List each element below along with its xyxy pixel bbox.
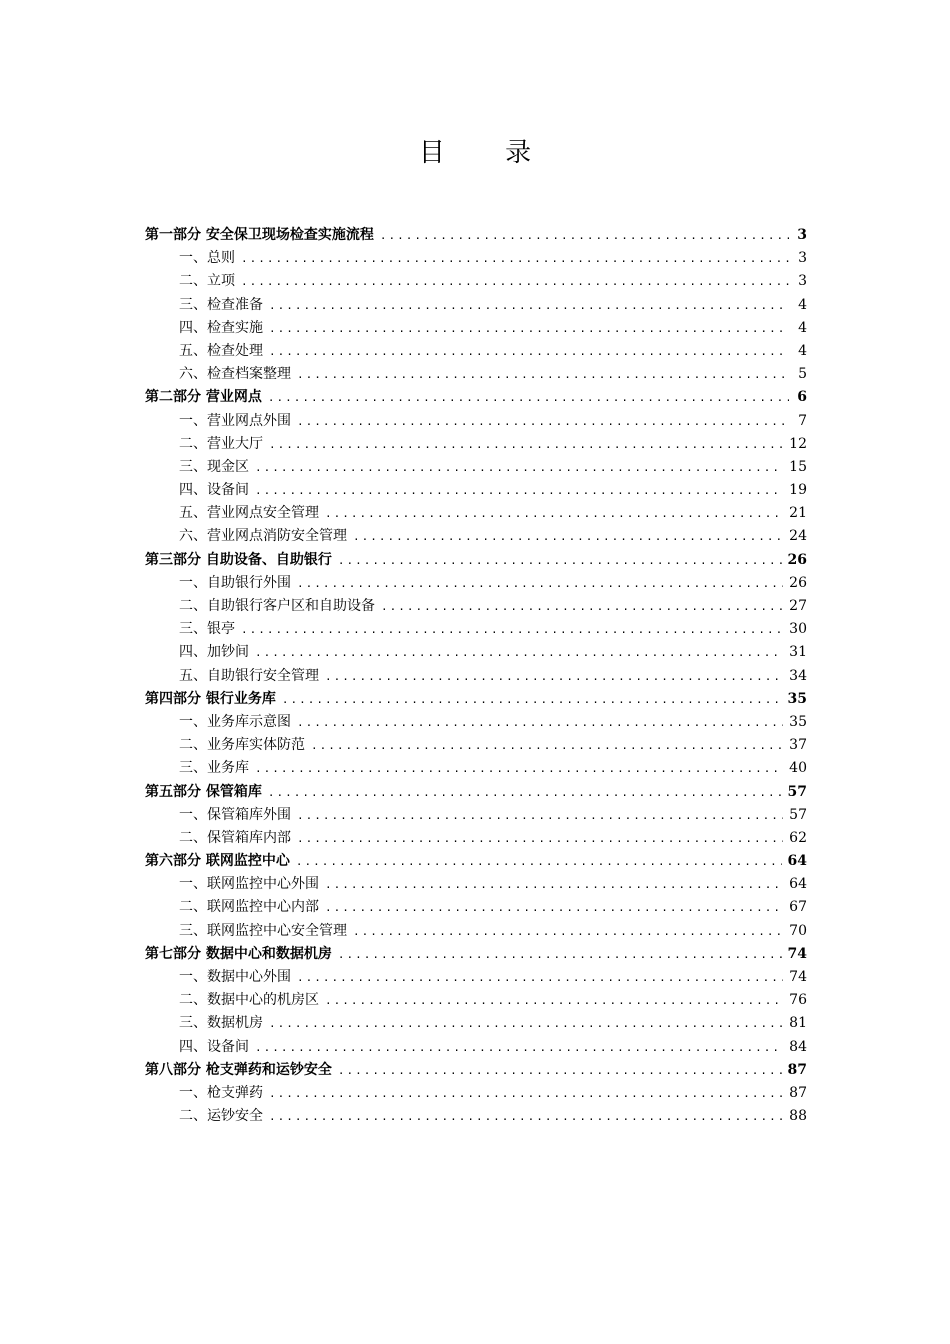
toc-section-entry[interactable]	[145, 340, 807, 363]
toc-dot-leader	[338, 549, 782, 572]
toc-page-number: 87	[789, 1084, 807, 1101]
toc-entry-label: 二、立项	[179, 273, 235, 290]
toc-part-entry[interactable]	[145, 224, 807, 247]
toc-part-entry[interactable]	[145, 850, 807, 873]
toc-part-entry[interactable]	[145, 781, 807, 804]
toc-entry-label: 一、营业网点外围	[179, 412, 291, 429]
toc-entry-label: 六、营业网点消防安全管理	[179, 528, 347, 545]
toc-page-number: 26	[789, 574, 807, 591]
toc-dot-leader	[325, 989, 783, 1012]
toc-entry-label: 五、营业网点安全管理	[179, 505, 319, 522]
toc-dot-leader	[297, 363, 789, 386]
toc-page-number: 88	[789, 1108, 807, 1125]
toc-page-number: 35	[789, 713, 807, 730]
toc-entry-label: 一、联网监控中心外围	[179, 876, 319, 893]
toc-section-entry[interactable]	[145, 595, 807, 618]
toc-entry-label: 第五部分 保管箱库	[145, 783, 262, 800]
toc-section-entry[interactable]	[145, 896, 807, 919]
toc-dot-leader	[241, 270, 789, 293]
page-title: 目 录	[418, 138, 558, 168]
toc-page-number: 87	[787, 1061, 807, 1078]
toc-section-entry[interactable]	[145, 966, 807, 989]
toc-section-entry[interactable]	[145, 920, 807, 943]
toc-page-number: 15	[789, 458, 807, 475]
toc-dot-leader	[338, 1059, 782, 1082]
toc-entry-label: 四、设备间	[179, 482, 249, 499]
toc-page-number: 30	[789, 621, 807, 638]
toc-section-entry[interactable]	[145, 1082, 807, 1105]
toc-entry-label: 四、设备间	[179, 1038, 249, 1055]
toc-page-number: 26	[787, 551, 807, 568]
toc-dot-leader	[325, 896, 783, 919]
toc-part-entry[interactable]	[145, 386, 807, 409]
toc-entry-label: 三、数据机房	[179, 1015, 263, 1032]
toc-section-entry[interactable]	[145, 711, 807, 734]
toc-page-number: 62	[789, 829, 807, 846]
toc-entry-label: 二、自助银行客户区和自助设备	[179, 598, 375, 614]
toc-dot-leader	[255, 456, 783, 479]
toc-dot-leader	[268, 386, 789, 409]
toc-page-number: 57	[787, 783, 807, 800]
toc-dot-leader	[269, 1012, 783, 1035]
toc-page-number: 19	[789, 482, 807, 499]
toc-entry-label: 二、保管箱库内部	[179, 829, 291, 846]
toc-section-entry[interactable]	[145, 1012, 807, 1035]
toc-section-entry[interactable]	[145, 1105, 807, 1128]
table-of-contents	[145, 224, 807, 1128]
toc-page-number: 12	[789, 435, 807, 452]
toc-entry-label: 第二部分 营业网点	[145, 389, 262, 406]
toc-page-number: 74	[789, 969, 807, 985]
toc-entry-label: 四、加钞间	[179, 644, 249, 661]
toc-part-entry[interactable]	[145, 1059, 807, 1082]
toc-dot-leader	[297, 572, 783, 595]
toc-section-entry[interactable]	[145, 757, 807, 780]
toc-entry-label: 三、检查准备	[179, 296, 263, 313]
toc-dot-leader	[269, 1105, 783, 1128]
toc-entry-label: 一、自助银行外围	[179, 574, 291, 591]
toc-section-entry[interactable]	[145, 294, 807, 317]
toc-entry-label: 第七部分 数据中心和数据机房	[145, 945, 332, 962]
toc-page-number: 24	[789, 528, 807, 545]
toc-section-entry[interactable]	[145, 618, 807, 641]
toc-dot-leader	[381, 595, 783, 618]
toc-dot-leader	[255, 641, 783, 664]
toc-dot-leader	[241, 247, 789, 270]
toc-dot-leader	[297, 711, 783, 734]
toc-section-entry[interactable]	[145, 317, 807, 340]
toc-entry-label: 三、联网监控中心安全管理	[179, 922, 347, 939]
toc-section-entry[interactable]	[145, 456, 807, 479]
toc-dot-leader	[380, 224, 789, 247]
toc-dot-leader	[269, 317, 789, 340]
toc-dot-leader	[269, 340, 789, 363]
toc-page-number: 67	[789, 899, 807, 916]
toc-dot-leader	[255, 757, 783, 780]
toc-page-number: 7	[798, 412, 807, 429]
toc-section-entry[interactable]	[145, 247, 807, 270]
toc-page-number: 34	[789, 667, 807, 684]
toc-page-number: 5	[798, 366, 807, 383]
toc-section-entry[interactable]	[145, 502, 807, 525]
toc-dot-leader	[311, 734, 783, 757]
toc-section-entry[interactable]	[145, 804, 807, 827]
toc-dot-leader	[269, 294, 789, 317]
toc-page-number: 76	[789, 992, 807, 1009]
toc-dot-leader	[353, 525, 783, 548]
toc-entry-label: 第六部分 联网监控中心	[145, 853, 290, 870]
toc-page-number: 4	[798, 342, 807, 359]
toc-entry-label: 二、数据中心的机房区	[179, 992, 319, 1009]
toc-section-entry[interactable]	[145, 641, 807, 664]
toc-page-number: 84	[789, 1038, 807, 1055]
toc-page-number: 74	[787, 945, 807, 962]
toc-dot-leader	[282, 688, 782, 711]
toc-entry-label: 二、联网监控中心内部	[179, 899, 319, 916]
toc-dot-leader	[325, 665, 783, 688]
toc-dot-leader	[241, 618, 783, 641]
toc-section-entry[interactable]	[145, 989, 807, 1012]
toc-entry-label: 第一部分 安全保卫现场检查实施流程	[145, 227, 374, 243]
toc-dot-leader	[268, 781, 782, 804]
toc-section-entry[interactable]	[145, 410, 807, 433]
toc-entry-label: 三、银亭	[179, 621, 235, 638]
toc-dot-leader	[255, 479, 783, 502]
toc-section-entry[interactable]	[145, 734, 807, 757]
toc-page-number: 35	[787, 690, 807, 707]
toc-dot-leader	[297, 966, 783, 989]
toc-entry-label: 第八部分 枪支弹药和运钞安全	[145, 1061, 332, 1078]
toc-entry-label: 三、现金区	[179, 458, 249, 475]
toc-page-number: 64	[787, 853, 807, 870]
toc-entry-label: 二、业务库实体防范	[179, 737, 305, 754]
toc-page-number: 4	[798, 319, 807, 336]
toc-page-number: 57	[789, 806, 807, 823]
toc-section-entry[interactable]	[145, 363, 807, 386]
toc-page-number: 3	[797, 227, 807, 243]
toc-section-entry[interactable]	[145, 270, 807, 293]
toc-page-number: 27	[789, 598, 807, 614]
toc-entry-label: 第四部分 银行业务库	[145, 690, 276, 707]
toc-page-number: 40	[789, 760, 807, 777]
toc-dot-leader	[338, 943, 782, 966]
toc-section-entry[interactable]	[145, 525, 807, 548]
toc-section-entry[interactable]	[145, 572, 807, 595]
toc-page-number: 3	[798, 250, 807, 267]
toc-entry-label: 五、自助银行安全管理	[179, 667, 319, 684]
toc-section-entry[interactable]	[145, 479, 807, 502]
toc-dot-leader	[296, 850, 782, 873]
toc-section-entry[interactable]	[145, 665, 807, 688]
toc-entry-label: 二、运钞安全	[179, 1108, 263, 1125]
toc-page-number: 81	[789, 1015, 807, 1032]
toc-part-entry[interactable]	[145, 549, 807, 572]
toc-page-number: 70	[789, 922, 807, 939]
toc-dot-leader	[297, 827, 783, 850]
toc-dot-leader	[255, 1036, 783, 1059]
toc-entry-label: 五、检查处理	[179, 342, 263, 359]
toc-dot-leader	[269, 433, 783, 456]
toc-part-entry[interactable]	[145, 943, 807, 966]
toc-entry-label: 一、总则	[179, 250, 235, 267]
toc-section-entry[interactable]	[145, 873, 807, 896]
toc-section-entry[interactable]	[145, 433, 807, 456]
toc-entry-label: 第三部分 自助设备、自助银行	[145, 551, 332, 568]
toc-dot-leader	[325, 502, 783, 525]
toc-entry-label: 二、营业大厅	[179, 435, 263, 452]
toc-entry-label: 六、检查档案整理	[179, 366, 291, 383]
toc-page-number: 37	[789, 737, 807, 754]
toc-entry-label: 四、检查实施	[179, 319, 263, 336]
toc-page-number: 6	[797, 389, 807, 406]
toc-dot-leader	[297, 804, 783, 827]
toc-dot-leader	[325, 873, 783, 896]
toc-entry-label: 一、保管箱库外围	[179, 806, 291, 823]
toc-entry-label: 三、业务库	[179, 760, 249, 777]
toc-page-number: 4	[798, 296, 807, 313]
toc-page-number: 3	[798, 273, 807, 290]
toc-section-entry[interactable]	[145, 827, 807, 850]
toc-section-entry[interactable]	[145, 1036, 807, 1059]
toc-dot-leader	[297, 410, 789, 433]
toc-page-number: 31	[789, 644, 807, 661]
toc-page-number: 64	[789, 876, 807, 893]
toc-part-entry[interactable]	[145, 688, 807, 711]
toc-dot-leader	[353, 920, 783, 943]
toc-entry-label: 一、数据中心外围	[179, 969, 291, 985]
toc-entry-label: 一、业务库示意图	[179, 713, 291, 730]
toc-page-number: 21	[789, 505, 807, 522]
toc-dot-leader	[269, 1082, 783, 1105]
toc-entry-label: 一、枪支弹药	[179, 1084, 263, 1101]
